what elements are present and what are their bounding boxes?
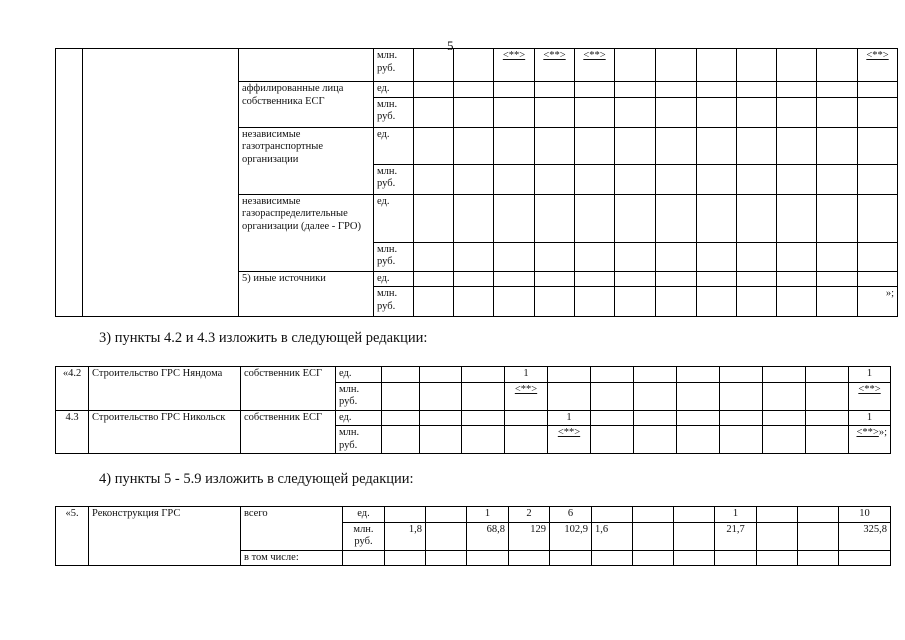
value-cell: 68,8 (467, 522, 509, 550)
value-cell: 1,8 (385, 522, 426, 550)
source-label: собственник ЕСГ (241, 410, 336, 454)
unit-cell: млн. руб. (374, 242, 414, 271)
value-cell: <**> (548, 426, 591, 454)
total-cell: 10 (839, 507, 891, 523)
source-label: собственник ЕСГ (241, 367, 336, 411)
source-label: аффилированные лица собственника ЕСГ (239, 82, 374, 128)
unit-cell: млн. руб. (374, 97, 414, 127)
total-cell: 1 (849, 410, 891, 426)
end-mark: »; (878, 427, 887, 438)
source-label: независимые газораспределительные организации (далее - ГРО) (239, 194, 374, 271)
end-mark: »; (858, 287, 898, 317)
unit-cell: млн. руб. (374, 164, 414, 194)
value-cell: 1 (715, 507, 757, 523)
object-name: Строительство ГРС Няндома (89, 367, 241, 411)
unit-cell: ед. (374, 127, 414, 164)
unit-cell: ед. (374, 271, 414, 287)
source-label: всего (241, 507, 343, 551)
unit-cell: млн. руб. (343, 522, 385, 550)
cell-num (56, 49, 83, 317)
total-cell: 325,8 (839, 522, 891, 550)
total-cell: <**> (849, 382, 891, 410)
unit-cell: ед. (374, 82, 414, 98)
object-name: Строительство ГРС Никольск (89, 410, 241, 454)
sources-table (55, 48, 898, 317)
row-num: «5. (56, 507, 89, 566)
source-label: независимые газотранспортные организации (239, 127, 374, 194)
value-cell: 1,6 (592, 522, 633, 550)
row-num: 4.3 (56, 410, 89, 454)
unit-cell: млн. руб. (336, 426, 382, 454)
cell-name (83, 49, 239, 317)
value-cell: <**> (575, 49, 615, 82)
source-label: 5) иные источники (239, 271, 374, 317)
value-cell: 1 (467, 507, 509, 523)
section-heading: 4) пункты 5 - 5.9 изложить в следующей редакции: (99, 471, 414, 487)
row-num: «4.2 (56, 367, 89, 411)
total-cell: 1 (849, 367, 891, 383)
including-label: в том числе: (241, 550, 343, 566)
value-cell: 1 (505, 367, 548, 383)
grs-table-4 (55, 366, 891, 454)
unit-cell: млн. руб. (374, 287, 414, 317)
object-name: Реконструкция ГРС (89, 507, 241, 566)
value-cell: 1 (548, 410, 591, 426)
total-value: <**> (856, 427, 879, 438)
value-cell: <**> (494, 49, 535, 82)
unit-cell: ед. (374, 194, 414, 242)
unit-cell: ед. (336, 367, 382, 383)
value-cell: 129 (509, 522, 550, 550)
page-number: 5 (447, 38, 454, 53)
value-cell: 2 (509, 507, 550, 523)
section-heading: 3) пункты 4.2 и 4.3 изложить в следующей редакции: (99, 330, 428, 346)
value-cell: 102,9 (550, 522, 592, 550)
value-cell: <**> (505, 382, 548, 410)
value-cell: <**> (535, 49, 575, 82)
total-cell (849, 426, 891, 454)
value-cell: 21,7 (715, 522, 757, 550)
cell-source (239, 49, 374, 82)
grs-table-5 (55, 506, 891, 566)
unit-cell: ед. (343, 507, 385, 523)
total-cell: <**> (858, 49, 898, 82)
unit-cell: млн. руб. (336, 382, 382, 410)
value-cell: 6 (550, 507, 592, 523)
unit-cell: ед. (336, 410, 382, 426)
unit-cell: млн. руб. (374, 49, 414, 82)
